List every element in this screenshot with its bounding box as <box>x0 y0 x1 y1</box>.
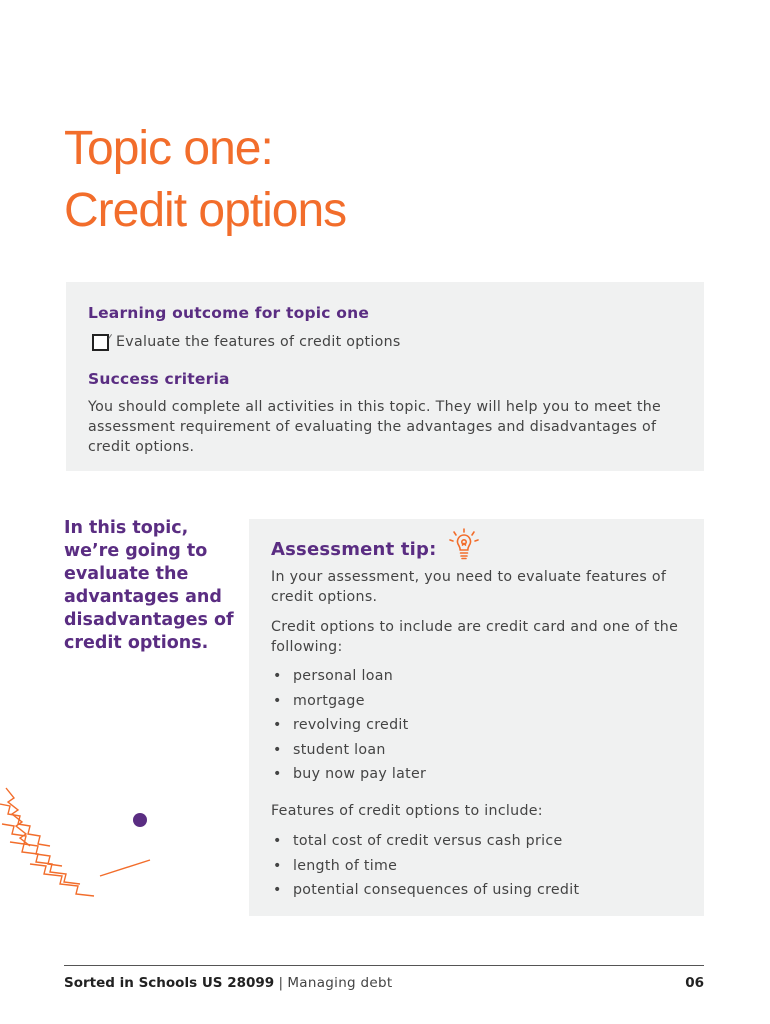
success-criteria-heading: Success criteria <box>88 370 230 388</box>
features-list <box>271 831 579 905</box>
list-item: • revolving credit <box>271 715 426 740</box>
list-item: • length of time <box>271 856 579 881</box>
topic-intro: In this topic, we’re going to evaluate the advantages and disadvantages of credit options. <box>64 518 234 653</box>
list-item: • student loan <box>271 740 426 765</box>
assessment-tip-heading: Assessment tip: <box>271 539 437 560</box>
outcome-checkbox-row[interactable] <box>92 332 401 352</box>
list-item: • total cost of credit versus cash price <box>271 831 579 856</box>
tip-paragraph-1: In your assessment, you need to evaluate features of credit options. <box>271 569 667 605</box>
credit-options-list <box>271 666 426 789</box>
page-title <box>64 118 346 242</box>
tip-paragraph-2: Credit options to include are credit card and one of the following: <box>271 619 679 655</box>
list-item: • personal loan <box>271 666 426 691</box>
success-criteria-text: You should complete all activities in this topic. They will help you to meet the assessment requirement of evaluating the advantages and disadvantages of credit options. <box>88 399 662 455</box>
footer-divider <box>64 965 704 966</box>
outcome-label: Evaluate the features of credit options <box>116 334 401 350</box>
assessment-tip-box <box>249 519 704 916</box>
footer-source-name: Sorted in Schools US 28099 <box>64 975 275 991</box>
footer-section: Managing debt <box>287 975 393 991</box>
zigzag-decoration <box>0 780 160 900</box>
outcome-checkbox[interactable] <box>92 334 109 351</box>
learning-outcome-heading: Learning outcome for topic one <box>88 304 370 322</box>
title-line-1: Topic one: <box>64 122 273 175</box>
list-item: • potential consequences of using credit <box>271 880 579 905</box>
title-line-2: Credit options <box>64 184 347 237</box>
tip-paragraph-3: Features of credit options to include: <box>271 803 543 819</box>
list-item: • mortgage <box>271 691 426 716</box>
list-item: • buy now pay later <box>271 764 426 789</box>
learning-outcome-box <box>66 282 704 471</box>
page-number: 06 <box>685 975 704 991</box>
lightbulb-icon <box>447 527 481 563</box>
footer-separator: | <box>278 975 284 991</box>
footer-source <box>64 975 392 991</box>
